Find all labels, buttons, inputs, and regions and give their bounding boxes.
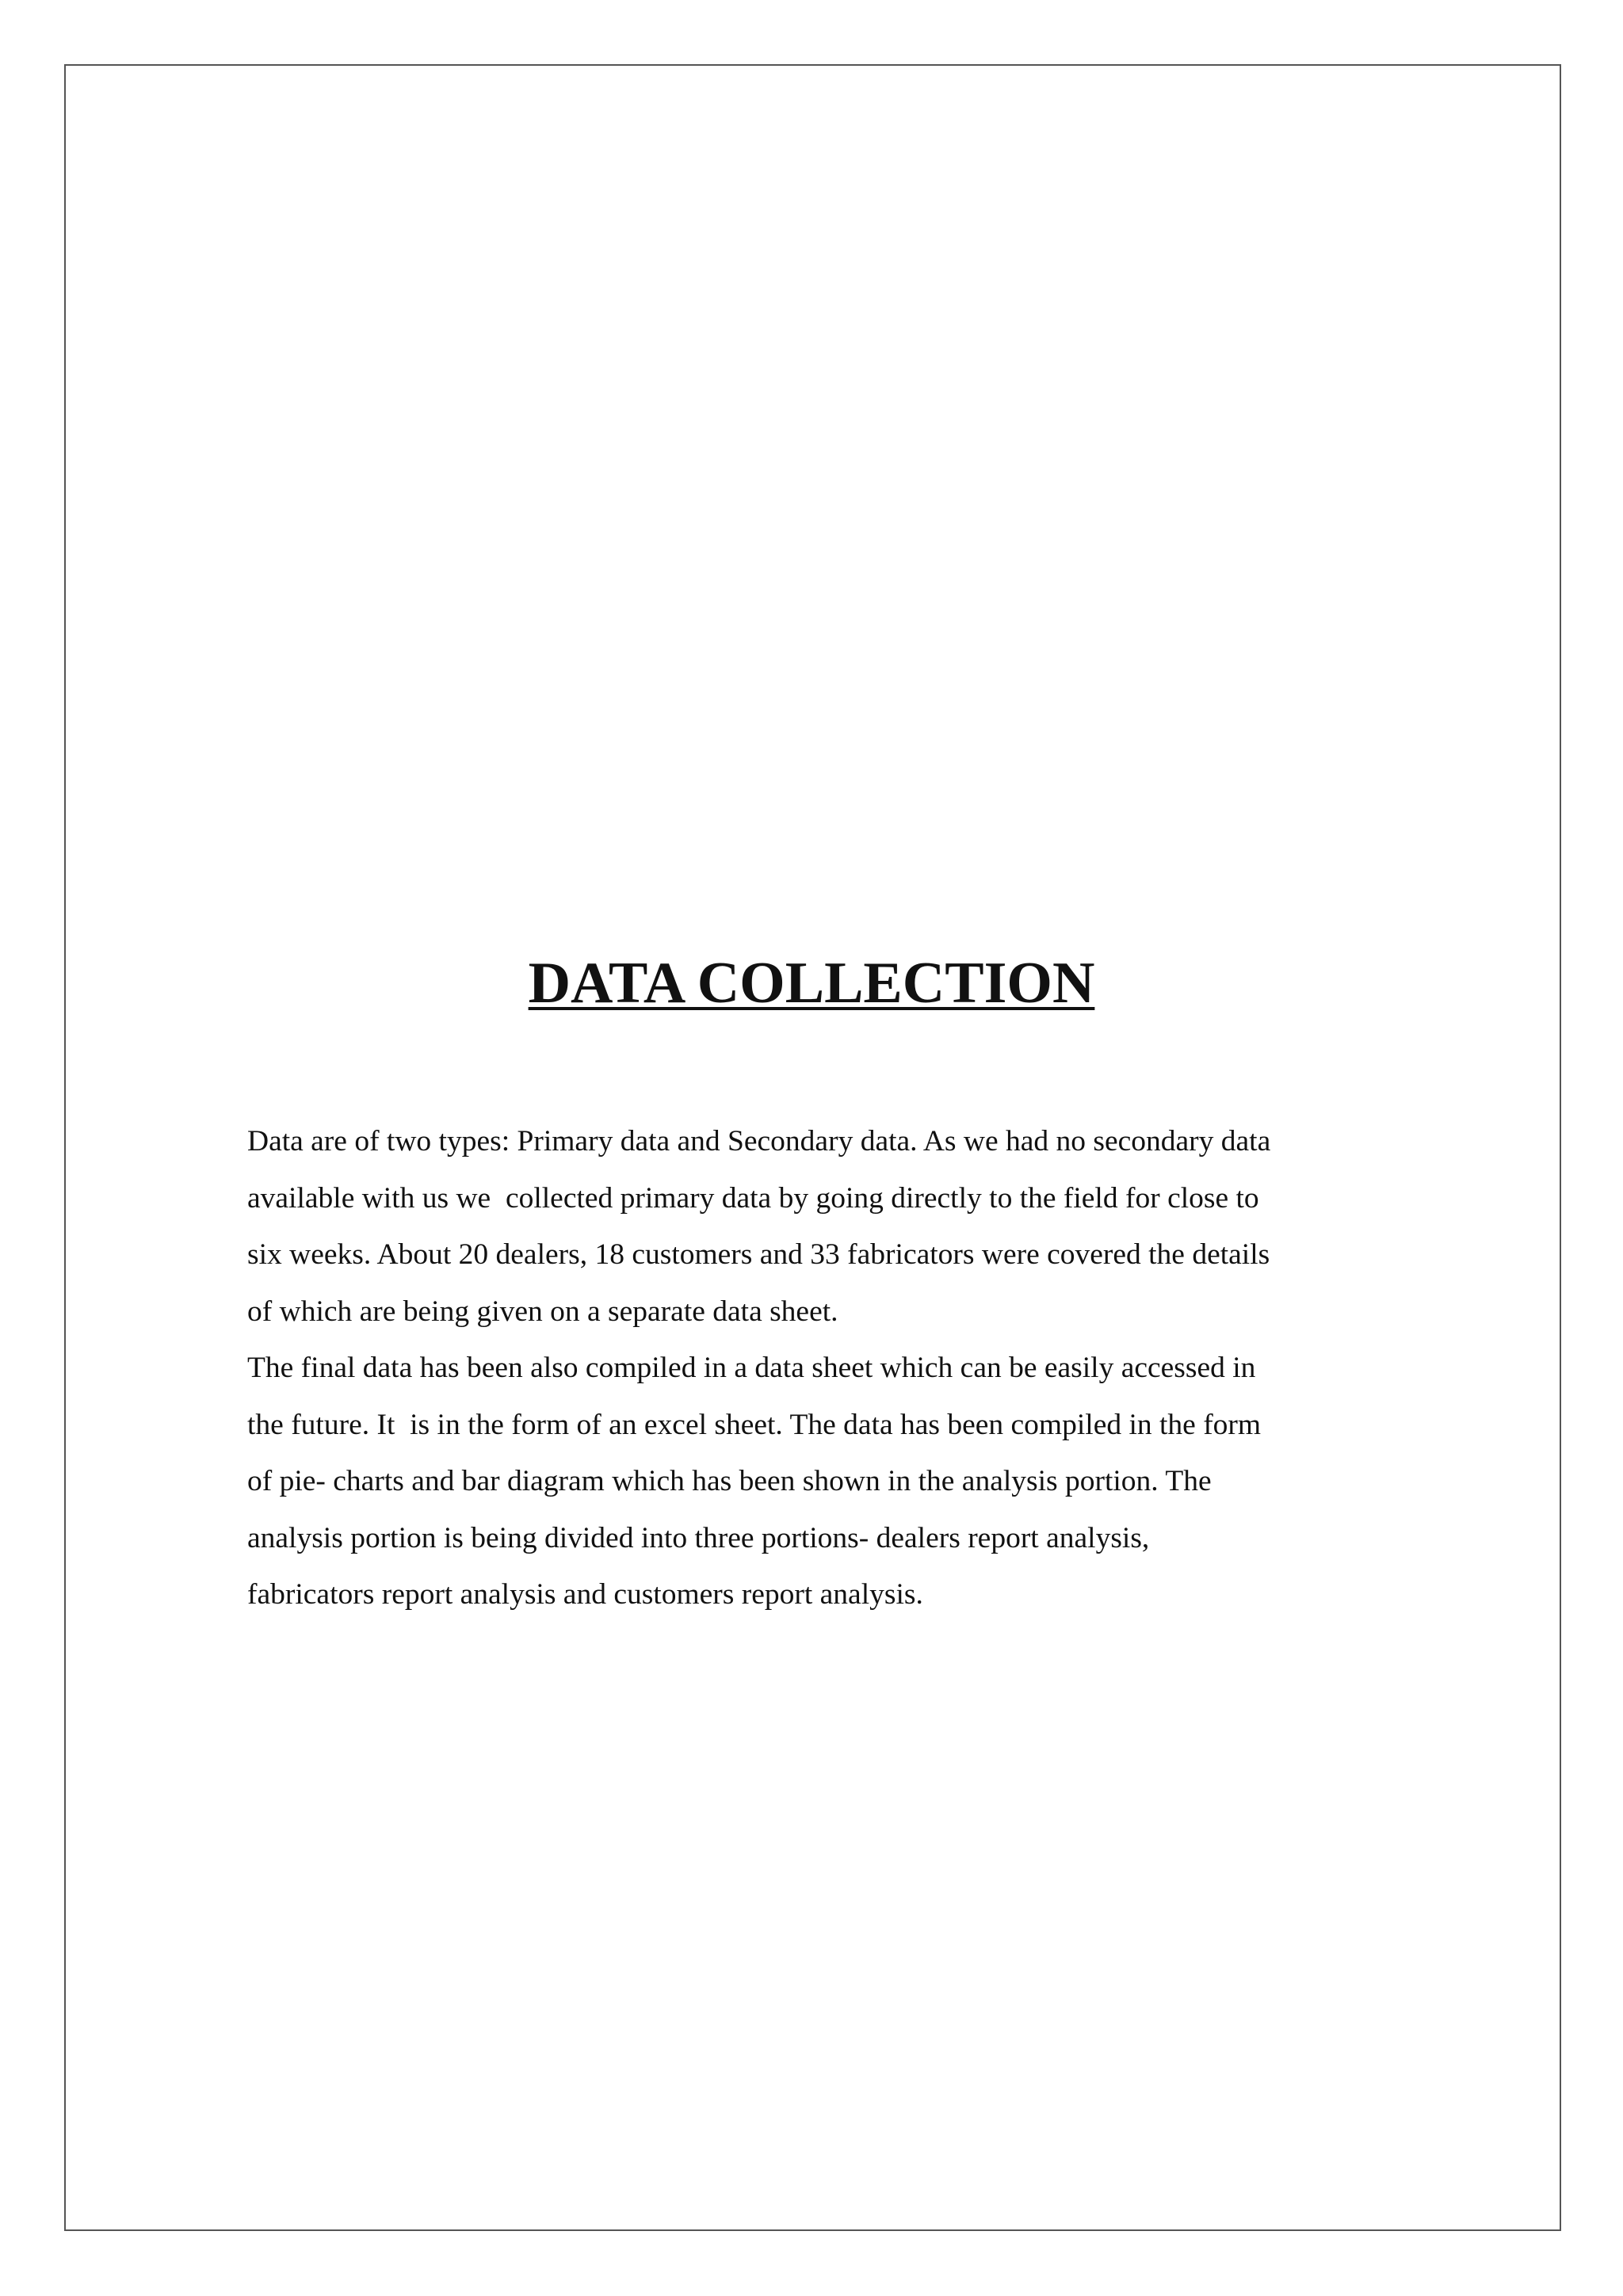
text-line: analysis portion is being divided into three portions- dealers report analysis, (247, 1521, 1150, 1554)
text-line: fabricators report analysis and customers report analysis. (247, 1578, 923, 1611)
text-line: of which are being given on a separate data sheet. (247, 1295, 838, 1328)
text-line: available with us we collected primary data by going directly to the field for close to (247, 1181, 1259, 1215)
body-paragraph (247, 1113, 1404, 1623)
text-line: The final data has been also compiled in a data sheet which can be easily accessed in (247, 1352, 1256, 1384)
text-line: six weeks. About 20 dealers, 18 customers and 33 fabricators were covered the details (247, 1238, 1270, 1271)
text-line: the future. It is in the form of an excel sheet. The data has been compiled in the form (247, 1408, 1262, 1441)
text-line: of pie- charts and bar diagram which has been shown in the analysis portion. The (247, 1465, 1212, 1497)
text-line: Data are of two types: Primary data and Secondary data. As we had no secondary data (247, 1125, 1271, 1158)
page-title: DATA COLLECTION (528, 951, 1095, 1016)
